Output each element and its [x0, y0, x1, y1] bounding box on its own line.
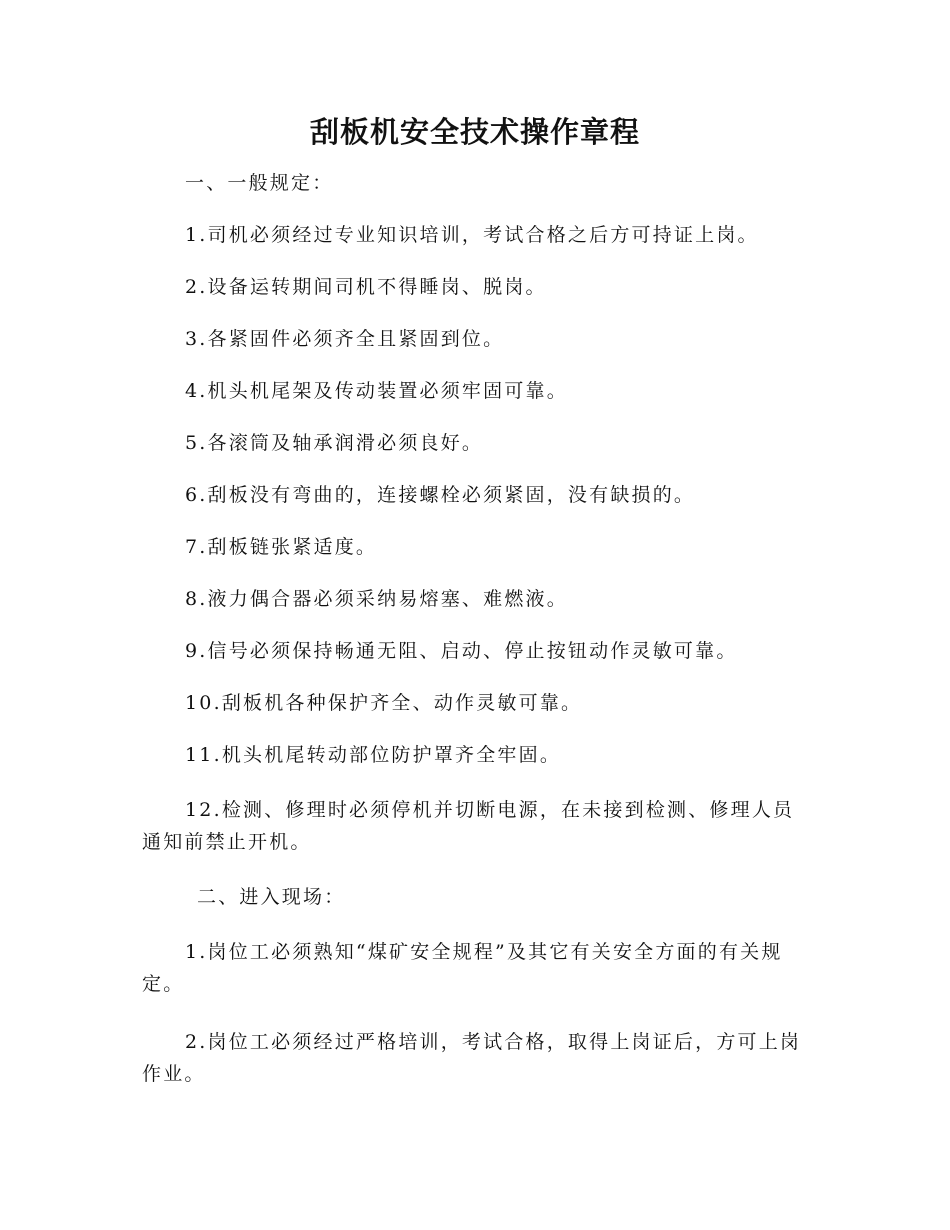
section-heading-site: 二、进入现场：: [197, 886, 346, 908]
rule-item: 8.液力偶合器必须采纳易熔塞、难燃液。: [185, 588, 568, 610]
rule-item: 1.岗位工必须熟知“煤矿安全规程”及其它有关安全方面的有关规定。: [142, 941, 783, 995]
rule-item: 12.检测、修理时必须停机并切断电源，在未接到检测、修理人员通知前禁止开机。: [142, 799, 795, 853]
rule-item: 3.各紧固件必须齐全且紧固到位。: [185, 328, 505, 350]
section-heading-general: 一、一般规定：: [185, 172, 334, 194]
document-body: [142, 170, 808, 1116]
rule-item: 9.信号必须保持畅通无阻、启动、停止按钮动作灵敏可靠。: [185, 640, 738, 662]
rule-item: 11.机头机尾转动部位防护罩齐全牢固。: [185, 744, 562, 766]
rule-item: 2.设备运转期间司机不得睡岗、脱岗。: [185, 276, 547, 298]
rule-item: 1.司机必须经过专业知识培训，考试合格之后方可持证上岗。: [185, 224, 759, 246]
rule-item: 7.刮板链张紧适度。: [185, 536, 378, 558]
document-title: 刮板机安全技术操作章程: [309, 115, 640, 149]
rule-item: 2.岗位工必须经过严格培训，考试合格，取得上岗证后，方可上岗作业。: [142, 1031, 802, 1085]
rule-item: 4.机头机尾架及传动装置必须牢固可靠。: [185, 380, 568, 402]
rule-item: 10.刮板机各种保护齐全、动作灵敏可靠。: [185, 692, 583, 714]
rule-item: 5.各滚筒及轴承润滑必须良好。: [185, 432, 484, 454]
rule-item: 6.刮板没有弯曲的，连接螺栓必须紧固，没有缺损的。: [185, 484, 696, 506]
